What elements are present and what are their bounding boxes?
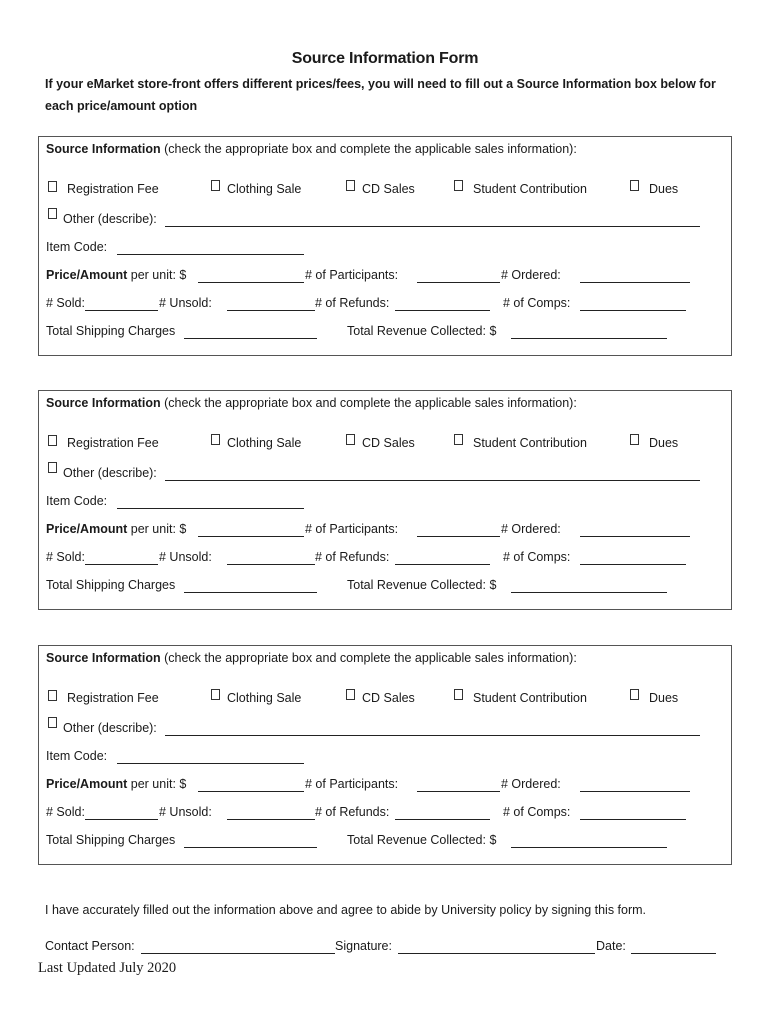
student-contribution-label: Student Contribution — [473, 691, 587, 705]
other-checkbox[interactable] — [48, 717, 57, 728]
sold-label: # Sold: — [46, 550, 85, 564]
dues-label: Dues — [649, 436, 679, 450]
dues-checkbox[interactable] — [630, 434, 639, 445]
date-label: Date: — [596, 939, 626, 953]
dues-label: Dues — [649, 182, 679, 196]
price-per-unit-label: Price/Amount per unit: $ — [46, 777, 187, 791]
ordered-field[interactable] — [580, 536, 690, 537]
shipping-charges-field[interactable] — [184, 338, 317, 339]
item-code-label: Item Code: — [46, 749, 108, 763]
item-code-field[interactable] — [117, 508, 304, 509]
student-contribution-checkbox[interactable] — [454, 689, 463, 700]
revenue-collected-label: Total Revenue Collected: $ — [347, 578, 497, 592]
cd-sales-checkbox[interactable] — [346, 180, 355, 191]
refunds-field[interactable] — [395, 310, 490, 311]
contact-person-field[interactable] — [141, 953, 335, 954]
comps-field[interactable] — [580, 564, 686, 565]
unsold-label: # Unsold: — [159, 550, 212, 564]
last-updated-note: Last Updated July 2020 — [38, 960, 177, 976]
price-per-unit-label: Price/Amount per unit: $ — [46, 268, 187, 282]
shipping-charges-label: Total Shipping Charges — [46, 578, 176, 592]
revenue-collected-field[interactable] — [511, 847, 667, 848]
refunds-label: # of Refunds: — [315, 805, 390, 819]
registration-fee-checkbox[interactable] — [48, 690, 57, 701]
revenue-collected-field[interactable] — [511, 592, 667, 593]
source-info-heading: Source Information (check the appropriate box and complete the applicable sales information): — [46, 396, 577, 410]
dues-checkbox[interactable] — [630, 689, 639, 700]
shipping-charges-label: Total Shipping Charges — [46, 324, 176, 338]
date-field[interactable] — [631, 953, 716, 954]
source-info-box — [38, 390, 732, 610]
ordered-field[interactable] — [580, 791, 690, 792]
other-describe-label: Other (describe): — [63, 721, 157, 735]
signature-label: Signature: — [335, 939, 392, 953]
comps-label: # of Comps: — [503, 550, 571, 564]
cd-sales-checkbox[interactable] — [346, 434, 355, 445]
other-describe-label: Other (describe): — [63, 466, 157, 480]
refunds-field[interactable] — [395, 564, 490, 565]
clothing-sale-checkbox[interactable] — [211, 434, 220, 445]
unsold-field[interactable] — [227, 819, 315, 820]
source-info-heading: Source Information (check the appropriate box and complete the applicable sales information): — [46, 142, 577, 156]
item-code-label: Item Code: — [46, 494, 108, 508]
participants-field[interactable] — [417, 282, 500, 283]
price-per-unit-label: Price/Amount per unit: $ — [46, 522, 187, 536]
clothing-sale-checkbox[interactable] — [211, 180, 220, 191]
item-code-field[interactable] — [117, 763, 304, 764]
price-per-unit-field[interactable] — [198, 282, 304, 283]
unsold-field[interactable] — [227, 310, 315, 311]
source-info-heading: Source Information (check the appropriate box and complete the applicable sales information): — [46, 651, 577, 665]
signature-field[interactable] — [398, 953, 595, 954]
price-per-unit-field[interactable] — [198, 536, 304, 537]
other-checkbox[interactable] — [48, 208, 57, 219]
agreement-statement: I have accurately filled out the information above and agree to abide by University policy by signing this form. — [45, 903, 647, 917]
revenue-collected-label: Total Revenue Collected: $ — [347, 324, 497, 338]
clothing-sale-label: Clothing Sale — [227, 436, 302, 450]
comps-field[interactable] — [580, 819, 686, 820]
cd-sales-label: CD Sales — [362, 182, 415, 196]
comps-field[interactable] — [580, 310, 686, 311]
participants-label: # of Participants: — [305, 777, 399, 791]
registration-fee-label: Registration Fee — [67, 436, 159, 450]
sold-field[interactable] — [85, 310, 158, 311]
participants-field[interactable] — [417, 791, 500, 792]
cd-sales-label: CD Sales — [362, 436, 415, 450]
item-code-label: Item Code: — [46, 240, 108, 254]
clothing-sale-label: Clothing Sale — [227, 182, 302, 196]
registration-fee-label: Registration Fee — [67, 691, 159, 705]
comps-label: # of Comps: — [503, 296, 571, 310]
unsold-field[interactable] — [227, 564, 315, 565]
registration-fee-checkbox[interactable] — [48, 181, 57, 192]
ordered-label: # Ordered: — [501, 777, 561, 791]
revenue-collected-label: Total Revenue Collected: $ — [347, 833, 497, 847]
student-contribution-checkbox[interactable] — [454, 434, 463, 445]
ordered-field[interactable] — [580, 282, 690, 283]
sold-field[interactable] — [85, 819, 158, 820]
clothing-sale-checkbox[interactable] — [211, 689, 220, 700]
form-title: Source Information Form — [291, 50, 479, 67]
unsold-label: # Unsold: — [159, 296, 212, 310]
unsold-label: # Unsold: — [159, 805, 212, 819]
other-describe-field[interactable] — [165, 480, 700, 481]
refunds-label: # of Refunds: — [315, 296, 390, 310]
comps-label: # of Comps: — [503, 805, 571, 819]
ordered-label: # Ordered: — [501, 522, 561, 536]
cd-sales-label: CD Sales — [362, 691, 415, 705]
item-code-field[interactable] — [117, 254, 304, 255]
other-describe-field[interactable] — [165, 735, 700, 736]
sold-label: # Sold: — [46, 805, 85, 819]
sold-field[interactable] — [85, 564, 158, 565]
participants-label: # of Participants: — [305, 522, 399, 536]
contact-person-label: Contact Person: — [45, 939, 135, 953]
cd-sales-checkbox[interactable] — [346, 689, 355, 700]
participants-label: # of Participants: — [305, 268, 399, 282]
shipping-charges-field[interactable] — [184, 847, 317, 848]
shipping-charges-field[interactable] — [184, 592, 317, 593]
refunds-field[interactable] — [395, 819, 490, 820]
form-intro: If your eMarket store-front offers different prices/fees, you will need to fill out a Source Information box below for each price/amount option — [45, 77, 716, 113]
student-contribution-label: Student Contribution — [473, 182, 587, 196]
source-info-box — [38, 645, 732, 865]
revenue-collected-field[interactable] — [511, 338, 667, 339]
participants-field[interactable] — [417, 536, 500, 537]
other-describe-label: Other (describe): — [63, 212, 157, 226]
refunds-label: # of Refunds: — [315, 550, 390, 564]
shipping-charges-label: Total Shipping Charges — [46, 833, 176, 847]
student-contribution-checkbox[interactable] — [454, 180, 463, 191]
other-describe-field[interactable] — [165, 226, 700, 227]
dues-label: Dues — [649, 691, 679, 705]
student-contribution-label: Student Contribution — [473, 436, 587, 450]
sold-label: # Sold: — [46, 296, 85, 310]
source-info-box — [38, 136, 732, 356]
ordered-label: # Ordered: — [501, 268, 561, 282]
other-checkbox[interactable] — [48, 462, 57, 473]
registration-fee-label: Registration Fee — [67, 182, 159, 196]
registration-fee-checkbox[interactable] — [48, 435, 57, 446]
dues-checkbox[interactable] — [630, 180, 639, 191]
price-per-unit-field[interactable] — [198, 791, 304, 792]
clothing-sale-label: Clothing Sale — [227, 691, 302, 705]
